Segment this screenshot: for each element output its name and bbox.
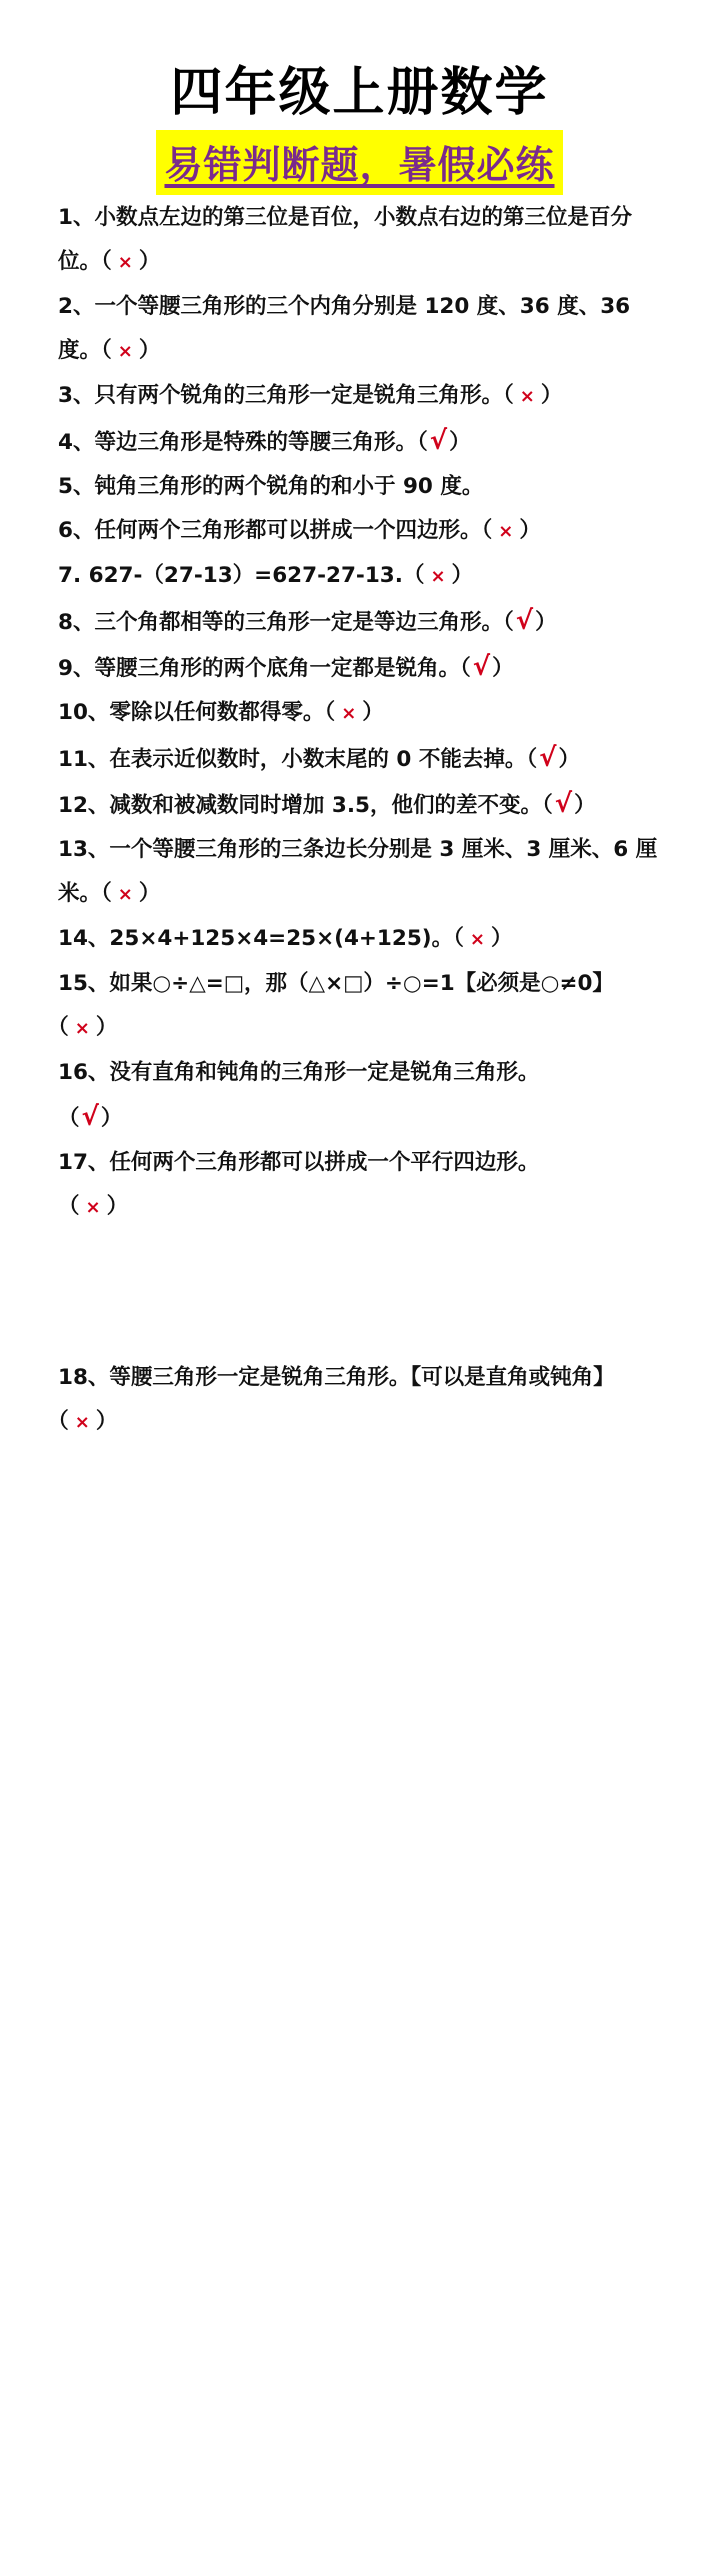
correct-mark-icon: √ — [429, 426, 448, 456]
question-text: 15、如果○÷△=□，那（△×□）÷○=1【必须是○≠0】 — [58, 971, 614, 996]
question-item — [58, 1141, 668, 1230]
answer: （ × ） — [481, 518, 540, 543]
question-text: 16、没有直角和钝角的三角形一定是锐角三角形。 — [58, 1060, 540, 1085]
wrong-mark-icon: × — [117, 884, 133, 905]
question-item — [58, 196, 668, 285]
answer: （√） — [417, 430, 471, 455]
question-item — [58, 1356, 668, 1445]
wrong-mark-icon: × — [74, 1412, 90, 1433]
question-text: 3、只有两个锐角的三角形一定是锐角三角形。 — [58, 383, 503, 408]
answer: （ × ） — [101, 249, 160, 274]
answer: （ × ） — [453, 926, 512, 951]
answer: （ × ） — [101, 338, 160, 363]
wrong-mark-icon: × — [85, 1197, 101, 1218]
answer: （ × ） — [58, 1409, 117, 1434]
question-text: 7. 627-（27-13）=627-27-13. — [58, 563, 403, 588]
question-text: 8、三个角都相等的三角形一定是等边三角形。 — [58, 610, 503, 635]
question-item — [58, 465, 668, 509]
question-item — [58, 1051, 668, 1141]
wrong-mark-icon: × — [498, 521, 514, 542]
question-text: 13、一个等腰三角形的三条边长分别是 3 厘米、3 厘米、6 厘米。 — [58, 837, 658, 906]
answer: （ × ） — [58, 1194, 128, 1219]
correct-mark-icon: √ — [515, 606, 534, 636]
answer: （ × ） — [503, 383, 562, 408]
question-text: 1、小数点左边的第三位是百位，小数点右边的第三位是百分位。 — [58, 205, 632, 274]
question-item — [58, 645, 668, 691]
answer: （ × ） — [403, 563, 473, 588]
wrong-mark-icon: × — [519, 386, 535, 407]
question-text: 6、任何两个三角形都可以拼成一个四边形。 — [58, 518, 482, 543]
correct-mark-icon: √ — [81, 1102, 99, 1132]
question-text: 5、钝角三角形的两个锐角的和小于 90 度。 — [58, 474, 484, 499]
wrong-mark-icon: × — [74, 1018, 90, 1039]
subtitle-banner — [0, 130, 719, 195]
page-title: 四年级上册数学 — [170, 63, 549, 123]
question-item — [58, 285, 668, 374]
wrong-mark-icon: × — [117, 341, 133, 362]
correct-mark-icon: √ — [539, 743, 557, 773]
question-item — [58, 962, 668, 1051]
question-item — [58, 691, 668, 736]
answer: （√） — [542, 793, 596, 818]
answer: （ × ） — [58, 1015, 117, 1040]
question-item — [58, 509, 668, 554]
answer: （√） — [526, 747, 580, 772]
answer: （√） — [58, 1106, 122, 1131]
blank-space — [58, 1230, 668, 1356]
correct-mark-icon: √ — [472, 652, 491, 682]
wrong-mark-icon: × — [469, 929, 485, 950]
wrong-mark-icon: × — [430, 566, 446, 587]
question-item — [58, 554, 668, 599]
answer: （√） — [460, 656, 514, 681]
question-text: 17、任何两个三角形都可以拼成一个平行四边形。 — [58, 1150, 540, 1175]
answer: （ × ） — [101, 881, 160, 906]
question-list — [58, 196, 668, 1445]
answer: （√） — [503, 610, 557, 635]
correct-mark-icon: √ — [554, 789, 573, 819]
question-item — [58, 374, 668, 419]
question-text: 14、25×4+125×4=25×(4+125)。 — [58, 926, 454, 951]
question-text: 2、一个等腰三角形的三个内角分别是 120 度、36 度、36 度。 — [58, 294, 631, 363]
question-text: 12、减数和被减数同时增加 3.5，他们的差不变。 — [58, 793, 542, 818]
question-item — [58, 599, 668, 645]
question-text: 10、零除以任何数都得零。 — [58, 700, 325, 725]
question-item — [58, 419, 668, 465]
question-text: 4、等边三角形是特殊的等腰三角形。 — [58, 430, 417, 455]
question-item — [58, 736, 668, 782]
wrong-mark-icon: × — [341, 703, 357, 724]
question-item — [58, 828, 668, 917]
question-text: 11、在表示近似数时，小数末尾的 0 不能去掉。 — [58, 747, 527, 772]
answer: （ × ） — [324, 700, 383, 725]
question-text: 18、等腰三角形一定是锐角三角形。【可以是直角或钝角】 — [58, 1365, 615, 1390]
question-item — [58, 917, 668, 962]
wrong-mark-icon: × — [117, 252, 133, 273]
subtitle: 易错判断题，暑假必练 — [156, 130, 562, 195]
question-text: 9、等腰三角形的两个底角一定都是锐角。 — [58, 656, 460, 681]
question-item — [58, 782, 668, 828]
